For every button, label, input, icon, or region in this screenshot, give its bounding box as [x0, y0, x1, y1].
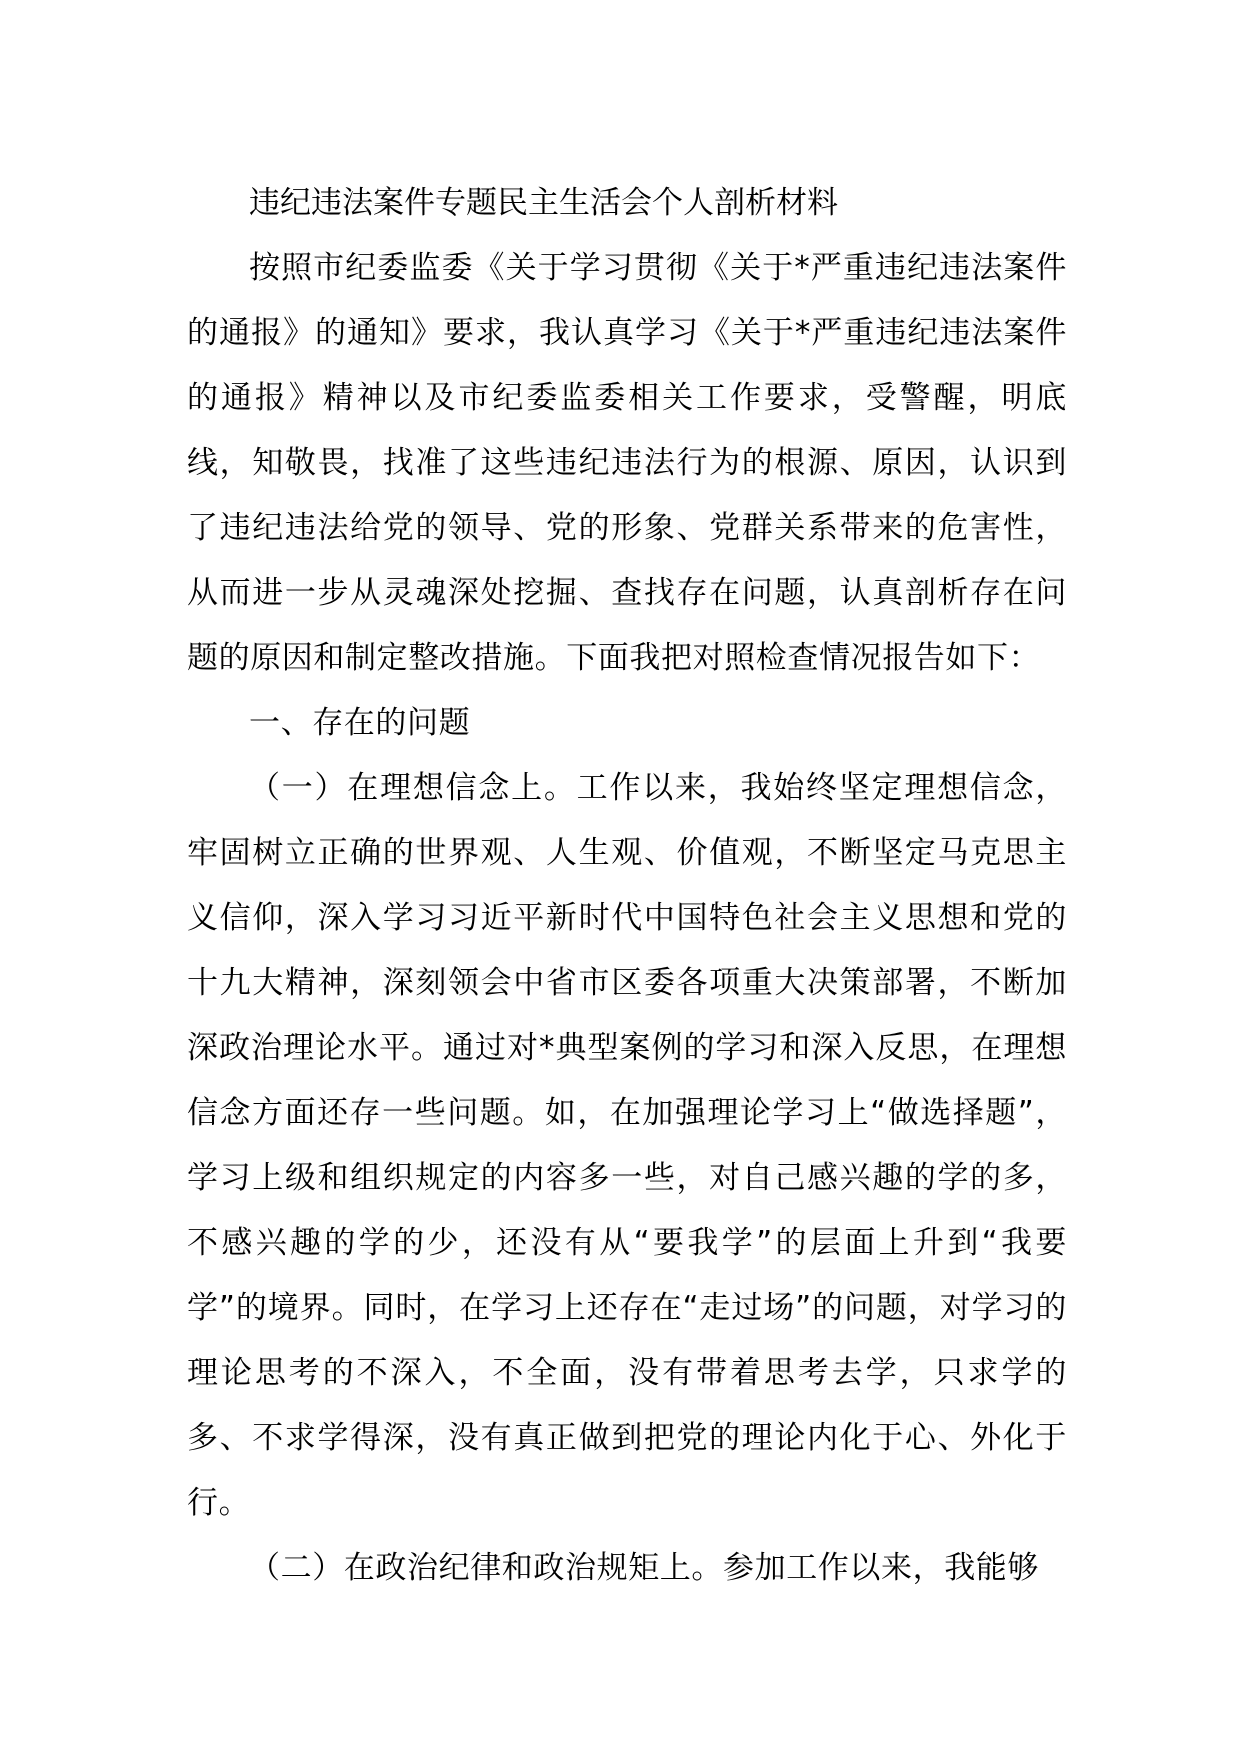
- section-heading-problems: 一、存在的问题: [249, 705, 471, 741]
- document-title: 违纪违法案件专题民主生活会个人剖析材料: [249, 185, 838, 221]
- paragraph-ideals-beliefs: （一）在理想信念上。工作以来，我始终坚定理想信念，牢固树立正确的世界观、人生观、价值观，不断坚定马克思主义信仰，深入学习习近平新时代中国特色社会主义思想和党的十九大精神，深刻领会中省市区委各项重大决策部署，不断加深政治理论水平。通过对*典型案例的学习和深入反思，在理想信念方面还存一些问题。如，在加强理论学习上“做选择题”，学习上级和组织规定的内容多一些，对自己感兴趣的学的多，不感兴趣的学的少，还没有从“要我学”的层面上升到“我要学”的境界。同时，在学习上还存在“走过场”的问题，对学习的理论思考的不深入，不全面，没有带着思考去学，只求学的多、不求学得深，没有真正做到把党的理论内化于心、外化于行。: [187, 770, 1067, 1521]
- paragraph-political-discipline: （二）在政治纪律和政治规矩上。参加工作以来，我能够: [249, 1550, 1039, 1586]
- paragraph-intro: 按照市纪委监委《关于学习贯彻《关于*严重违纪违法案件的通报》的通知》要求，我认真学习《关于*严重违纪违法案件的通报》精神以及市纪委监委相关工作要求，受警醒，明底线，知敬畏，找准了这些违纪违法行为的根源、原因，认识到了违纪违法给党的领导、党的形象、党群关系带来的危害性，从而进一步从灵魂深处挖掘、查找存在问题，认真剖析存在问题的原因和制定整改措施。下面我把对照检查情况报告如下：: [187, 250, 1067, 676]
- document-body: [187, 170, 1067, 1601]
